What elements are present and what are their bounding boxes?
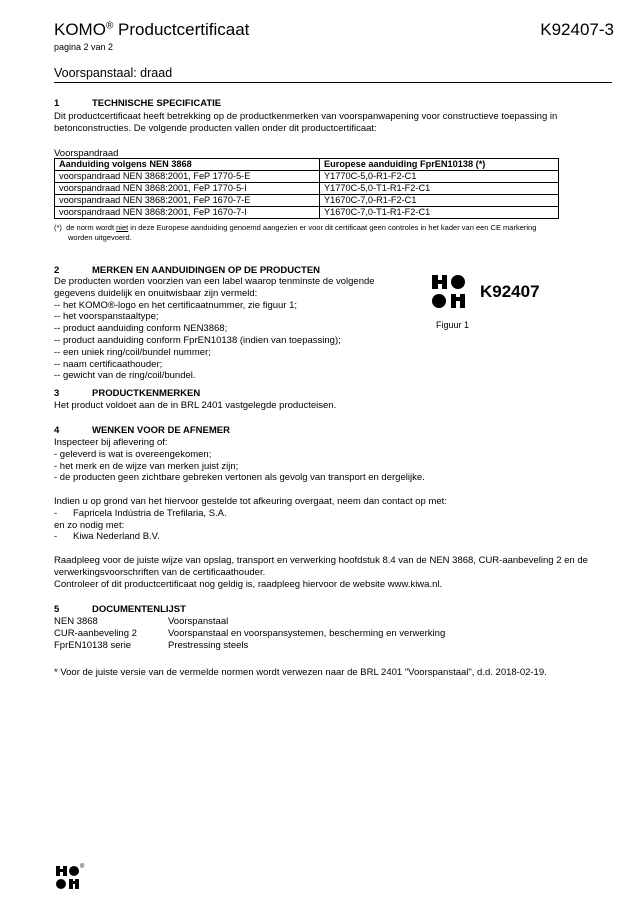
list-item: FprEN10138 serie Prestressing steels bbox=[54, 640, 249, 652]
table-header-cell: Europese aanduiding FprEN10138 (*) bbox=[320, 159, 559, 171]
table-footnote: (*) de norm wordt niet in deze Europese aanduiding genoemd aangezien er voor dit certificaat geen controles in het kader van een CE markering worden uitgevoerd. bbox=[54, 223, 537, 242]
table-cell: voorspandraad NEN 3868:2001, FeP 1770-5-I bbox=[55, 183, 320, 195]
table-row bbox=[55, 195, 559, 207]
section-3-heading: 3 PRODUCTKENMERKEN bbox=[54, 388, 201, 399]
figure-caption: Figuur 1 bbox=[436, 320, 470, 330]
section-4-advice: Raadpleeg voor de juiste wijze van opslag, transport en verwerking hoofdstuk 8.4 van de NEN 3868, CUR-aanbeveling 2 en de verwerkingsvoorschriften van de certificaathouder. Controleer of dit productcertificaat nog geldig is, raadpleeg hiervoor de website www.kiwa.nl. bbox=[54, 555, 588, 590]
komo-logo-icon bbox=[432, 275, 466, 309]
figure-certificate-code: K92407 bbox=[480, 282, 540, 301]
page-indicator: pagina 2 van 2 bbox=[54, 42, 114, 52]
table-row bbox=[55, 183, 559, 195]
table-cell: voorspandraad NEN 3868:2001, FeP 1770-5-E bbox=[55, 171, 320, 183]
section-4-contacts: Indien u op grond van het hiervoor gestelde tot afkeuring overgaat, neem dan contact op met: - Fapricela Indústria de Trefilaria, S.A. en zo nodig met: - Kiwa Nederland B.V. bbox=[54, 496, 447, 543]
table-caption: Voorspandraad bbox=[54, 148, 119, 159]
footer-komo-logo-icon bbox=[56, 866, 80, 890]
table-cell: Y1770C-5,0-R1-F2-C1 bbox=[320, 171, 559, 183]
document-list bbox=[54, 616, 445, 653]
header-divider bbox=[54, 82, 612, 83]
table-row bbox=[55, 207, 559, 219]
table-cell: voorspandraad NEN 3868:2001, FeP 1670-7-I bbox=[55, 207, 320, 219]
section-1-heading: 1 TECHNISCHE SPECIFICATIE bbox=[54, 98, 222, 109]
section-4-inspection: Inspecteer bij aflevering of: - geleverd is wat is overeengekomen; - het merk en de wijze van merken juist zijn; - de producten geen zichtbare gebreken vertonen als gevolg van transport en dergelijke. bbox=[54, 437, 425, 484]
section-1-body: Dit productcertificaat heeft betrekking op de productkenmerken van voorspanwapening voor constructieve toepassing in betonconstructies. De volgende producten vallen onder dit productcertificaat: bbox=[54, 111, 558, 134]
table-cell: Y1770C-5,0-T1-R1-F2-C1 bbox=[320, 183, 559, 195]
section-4-heading: 4 WENKEN VOOR DE AFNEMER bbox=[54, 425, 230, 436]
section-3-body: Het product voldoet aan de in BRL 2401 vastgelegde producteisen. bbox=[54, 400, 337, 411]
table-header-cell: Aanduiding volgens NEN 3868 bbox=[55, 159, 320, 171]
section-5-heading: 5 DOCUMENTENLIJST bbox=[54, 604, 186, 615]
list-item: CUR-aanbeveling 2 Voorspanstaal en voorspansystemen, bescherming en verwerking bbox=[54, 628, 446, 640]
product-table bbox=[54, 158, 559, 219]
table-header-row bbox=[55, 159, 559, 171]
table-row bbox=[55, 171, 559, 183]
certificate-title: KOMO® Productcertificaat bbox=[54, 20, 250, 39]
section-2-heading: 2 MERKEN EN AANDUIDINGEN OP DE PRODUCTEN bbox=[54, 265, 321, 276]
table-cell: voorspandraad NEN 3868:2001, FeP 1670-7-E bbox=[55, 195, 320, 207]
table-cell: Y1670C-7,0-R1-F2-C1 bbox=[320, 195, 559, 207]
standards-footnote: * Voor de juiste versie van de vermelde normen wordt verwezen naar de BRL 2401 "Voorspanstaal", d.d. 2018-02-19. bbox=[54, 667, 547, 678]
list-item: NEN 3868 Voorspanstaal bbox=[54, 616, 229, 627]
footer-registered-mark: ® bbox=[80, 864, 85, 870]
section-2-body: De producten worden voorzien van een label waarop tenminste de volgende gegevens duidelijk en onuitwisbaar zijn vermeld: -- het KOMO®-logo en het certificaatnummer, zie figuur 1; -- het voorspanstaaltype; -- product aanduiding conform NEN3868; -- product aanduiding conform FprEN10138 (indien van toepassing); -- een uniek ring/coil/bundel nummer; -- naam certificaathouder; -- gewicht van de ring/coil/bundel. bbox=[54, 276, 375, 382]
certificate-code: K92407-3 bbox=[540, 20, 614, 39]
page-subtitle: Voorspanstaal: draad bbox=[54, 66, 173, 80]
table-cell: Y1670C-7,0-T1-R1-F2-C1 bbox=[320, 207, 559, 219]
